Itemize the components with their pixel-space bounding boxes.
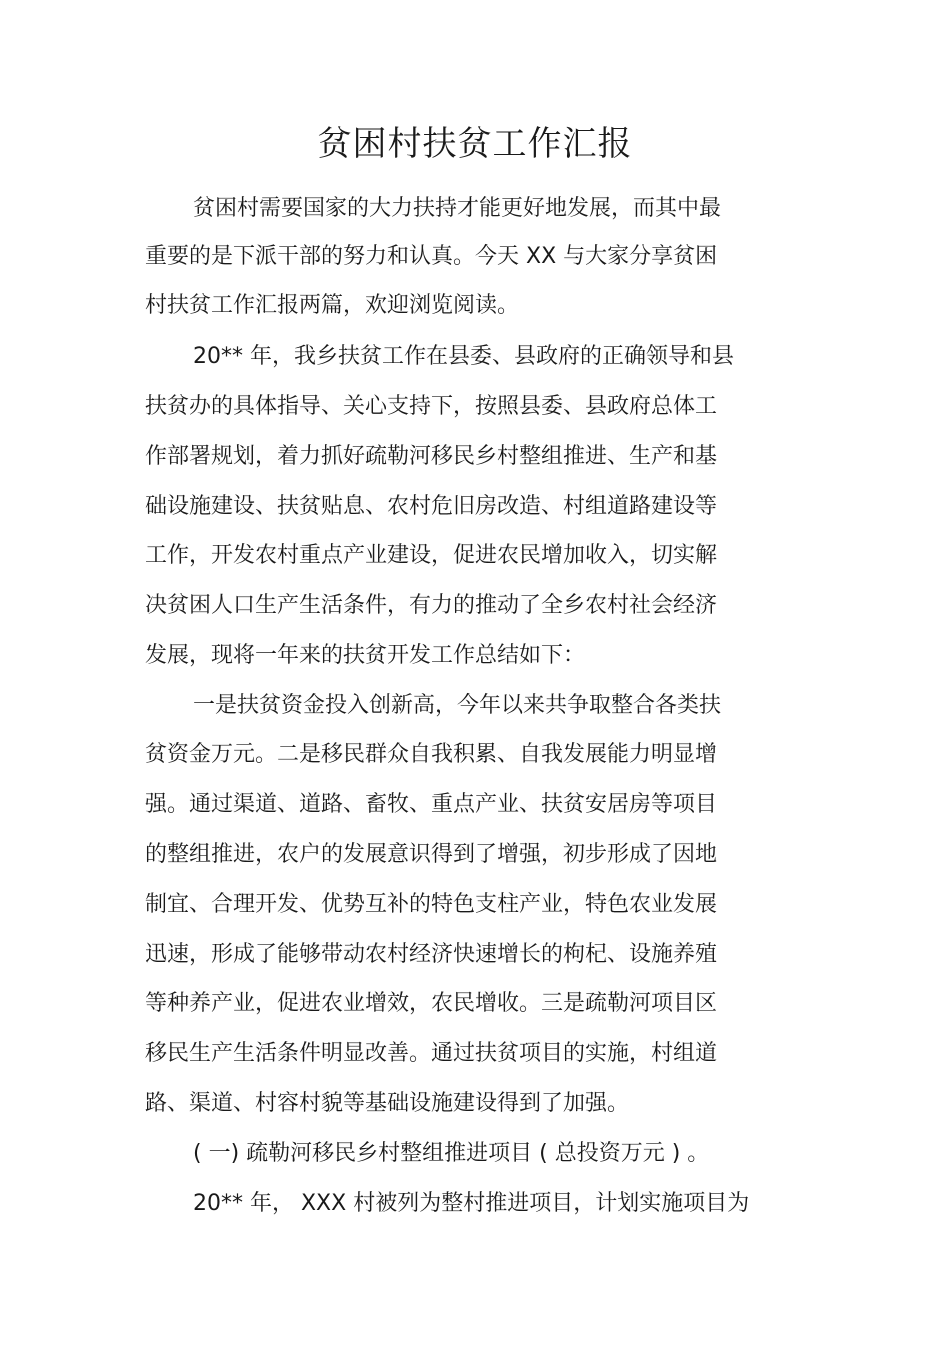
paragraph-line: 移民生产生活条件明显改善。通过扶贫项目的实施，村组道 — [145, 1041, 718, 1066]
paragraph-line: 础设施建设、扶贫贴息、农村危旧房改造、村组道路建设等 — [145, 494, 718, 519]
paragraph-line: 重要的是下派干部的努力和认真。今天 XX 与大家分享贫困 — [145, 244, 718, 269]
document-title: 贫困村扶贫工作汇报 — [317, 124, 633, 164]
paragraph-line: 一是扶贫资金投入创新高，今年以来共争取整合各类扶 — [193, 693, 722, 718]
paragraph-line: 贫资金万元。二是移民群众自我积累、自我发展能力明显增 — [145, 742, 718, 767]
paragraph-line: 村扶贫工作汇报两篇，欢迎浏览阅读。 — [145, 293, 520, 318]
paragraph-line: 等种养产业，促进农业增效，农民增收。三是疏勒河项目区 — [145, 991, 718, 1016]
paragraph-line: 制宜、合理开发、优势互补的特色支柱产业，特色农业发展 — [145, 892, 718, 917]
paragraph-line: 强。通过渠道、道路、畜牧、重点产业、扶贫安居房等项目 — [145, 792, 718, 817]
paragraph-line: 贫困村需要国家的大力扶持才能更好地发展，而其中最 — [193, 196, 722, 221]
paragraph-line: 20** 年， XXX 村被列为整村推进项目，计划实施项目为 — [193, 1191, 750, 1216]
paragraph-line: 迅速，形成了能够带动农村经济快速增长的枸杞、设施养殖 — [145, 942, 718, 967]
paragraph-line: 的整组推进，农户的发展意识得到了增强，初步形成了因地 — [145, 842, 718, 867]
paragraph-line: 路、渠道、村容村貌等基础设施建设得到了加强。 — [145, 1091, 630, 1116]
paragraph-line: 作部署规划，着力抓好疏勒河移民乡村整组推进、生产和基 — [145, 444, 718, 469]
paragraph-line: 20** 年，我乡扶贫工作在县委、县政府的正确领导和县 — [193, 344, 734, 369]
paragraph-line: 决贫困人口生产生活条件，有力的推动了全乡农村社会经济 — [145, 593, 718, 618]
section-heading: ( 一) 疏勒河移民乡村整组推进项目 ( 总投资万元 ) 。 — [193, 1141, 710, 1166]
paragraph-line: 工作，开发农村重点产业建设，促进农民增加收入，切实解 — [145, 543, 718, 568]
paragraph-line: 发展，现将一年来的扶贫开发工作总结如下： — [145, 643, 586, 668]
paragraph-line: 扶贫办的具体指导、关心支持下，按照县委、县政府总体工 — [145, 394, 718, 419]
